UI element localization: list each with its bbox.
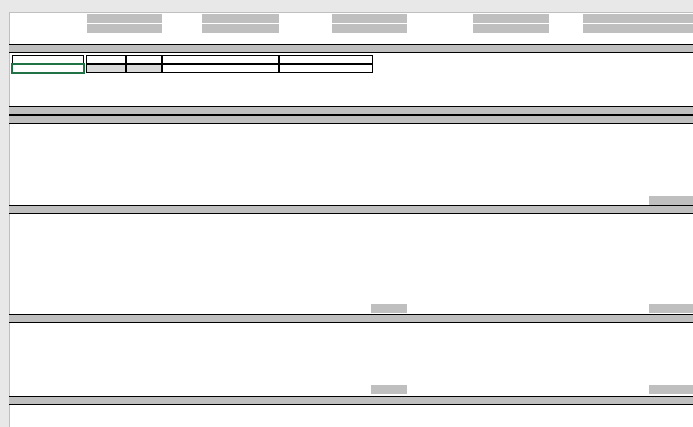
tech-designer-value[interactable] bbox=[332, 14, 407, 23]
colorway-color-name[interactable] bbox=[12, 64, 84, 73]
colorway-print[interactable] bbox=[162, 64, 279, 73]
group-label bbox=[9, 14, 88, 23]
prod-dev-label bbox=[279, 24, 332, 33]
group-value[interactable] bbox=[87, 14, 162, 23]
colorway-header-comments bbox=[279, 55, 373, 64]
packaging-costs-value bbox=[649, 385, 693, 394]
trim-subtotal-value bbox=[371, 304, 407, 313]
prod-dev-value[interactable] bbox=[332, 24, 407, 33]
colorway-header-print bbox=[162, 55, 279, 64]
student-label bbox=[407, 24, 474, 33]
colorways-section-title bbox=[9, 44, 693, 53]
spreadsheet-grid[interactable] bbox=[9, 12, 693, 427]
size-range-label bbox=[549, 14, 584, 23]
factory-value[interactable] bbox=[202, 14, 279, 23]
trim-costs-value bbox=[649, 304, 693, 313]
date-created-value[interactable] bbox=[473, 14, 549, 23]
colorway-header-color-std bbox=[86, 55, 126, 64]
packaging-section-title bbox=[9, 314, 693, 323]
country-label bbox=[162, 24, 203, 33]
packaging-subtotal-label bbox=[49, 385, 372, 394]
colorway-header-color-name bbox=[12, 55, 84, 64]
colorway-color-std[interactable] bbox=[86, 64, 126, 73]
packaging-subtotal-value bbox=[371, 385, 407, 394]
fabrication-costs-label bbox=[529, 196, 650, 205]
tech-designer-label bbox=[279, 14, 332, 23]
country-value[interactable] bbox=[202, 24, 279, 33]
trim-subtotal-label bbox=[129, 304, 372, 313]
components-section-title bbox=[9, 106, 693, 115]
colorway-header-std-color bbox=[126, 55, 162, 64]
trim-costs-label bbox=[549, 304, 650, 313]
factory-label bbox=[162, 14, 203, 23]
fabrication-section-title bbox=[9, 115, 693, 124]
buyer-label bbox=[9, 24, 88, 33]
colorway-std-color[interactable] bbox=[126, 64, 162, 73]
buyer-value[interactable] bbox=[87, 24, 162, 33]
colorway-comments[interactable] bbox=[279, 64, 373, 73]
trim-section-title bbox=[9, 205, 693, 214]
units-value[interactable] bbox=[583, 24, 693, 33]
units-label bbox=[549, 24, 584, 33]
student-value[interactable] bbox=[473, 24, 549, 33]
margin-section-title bbox=[9, 396, 693, 405]
date-created-label bbox=[407, 14, 474, 23]
packaging-costs-label bbox=[479, 385, 650, 394]
fabrication-costs-value bbox=[649, 196, 693, 205]
size-range-value[interactable] bbox=[583, 14, 693, 23]
